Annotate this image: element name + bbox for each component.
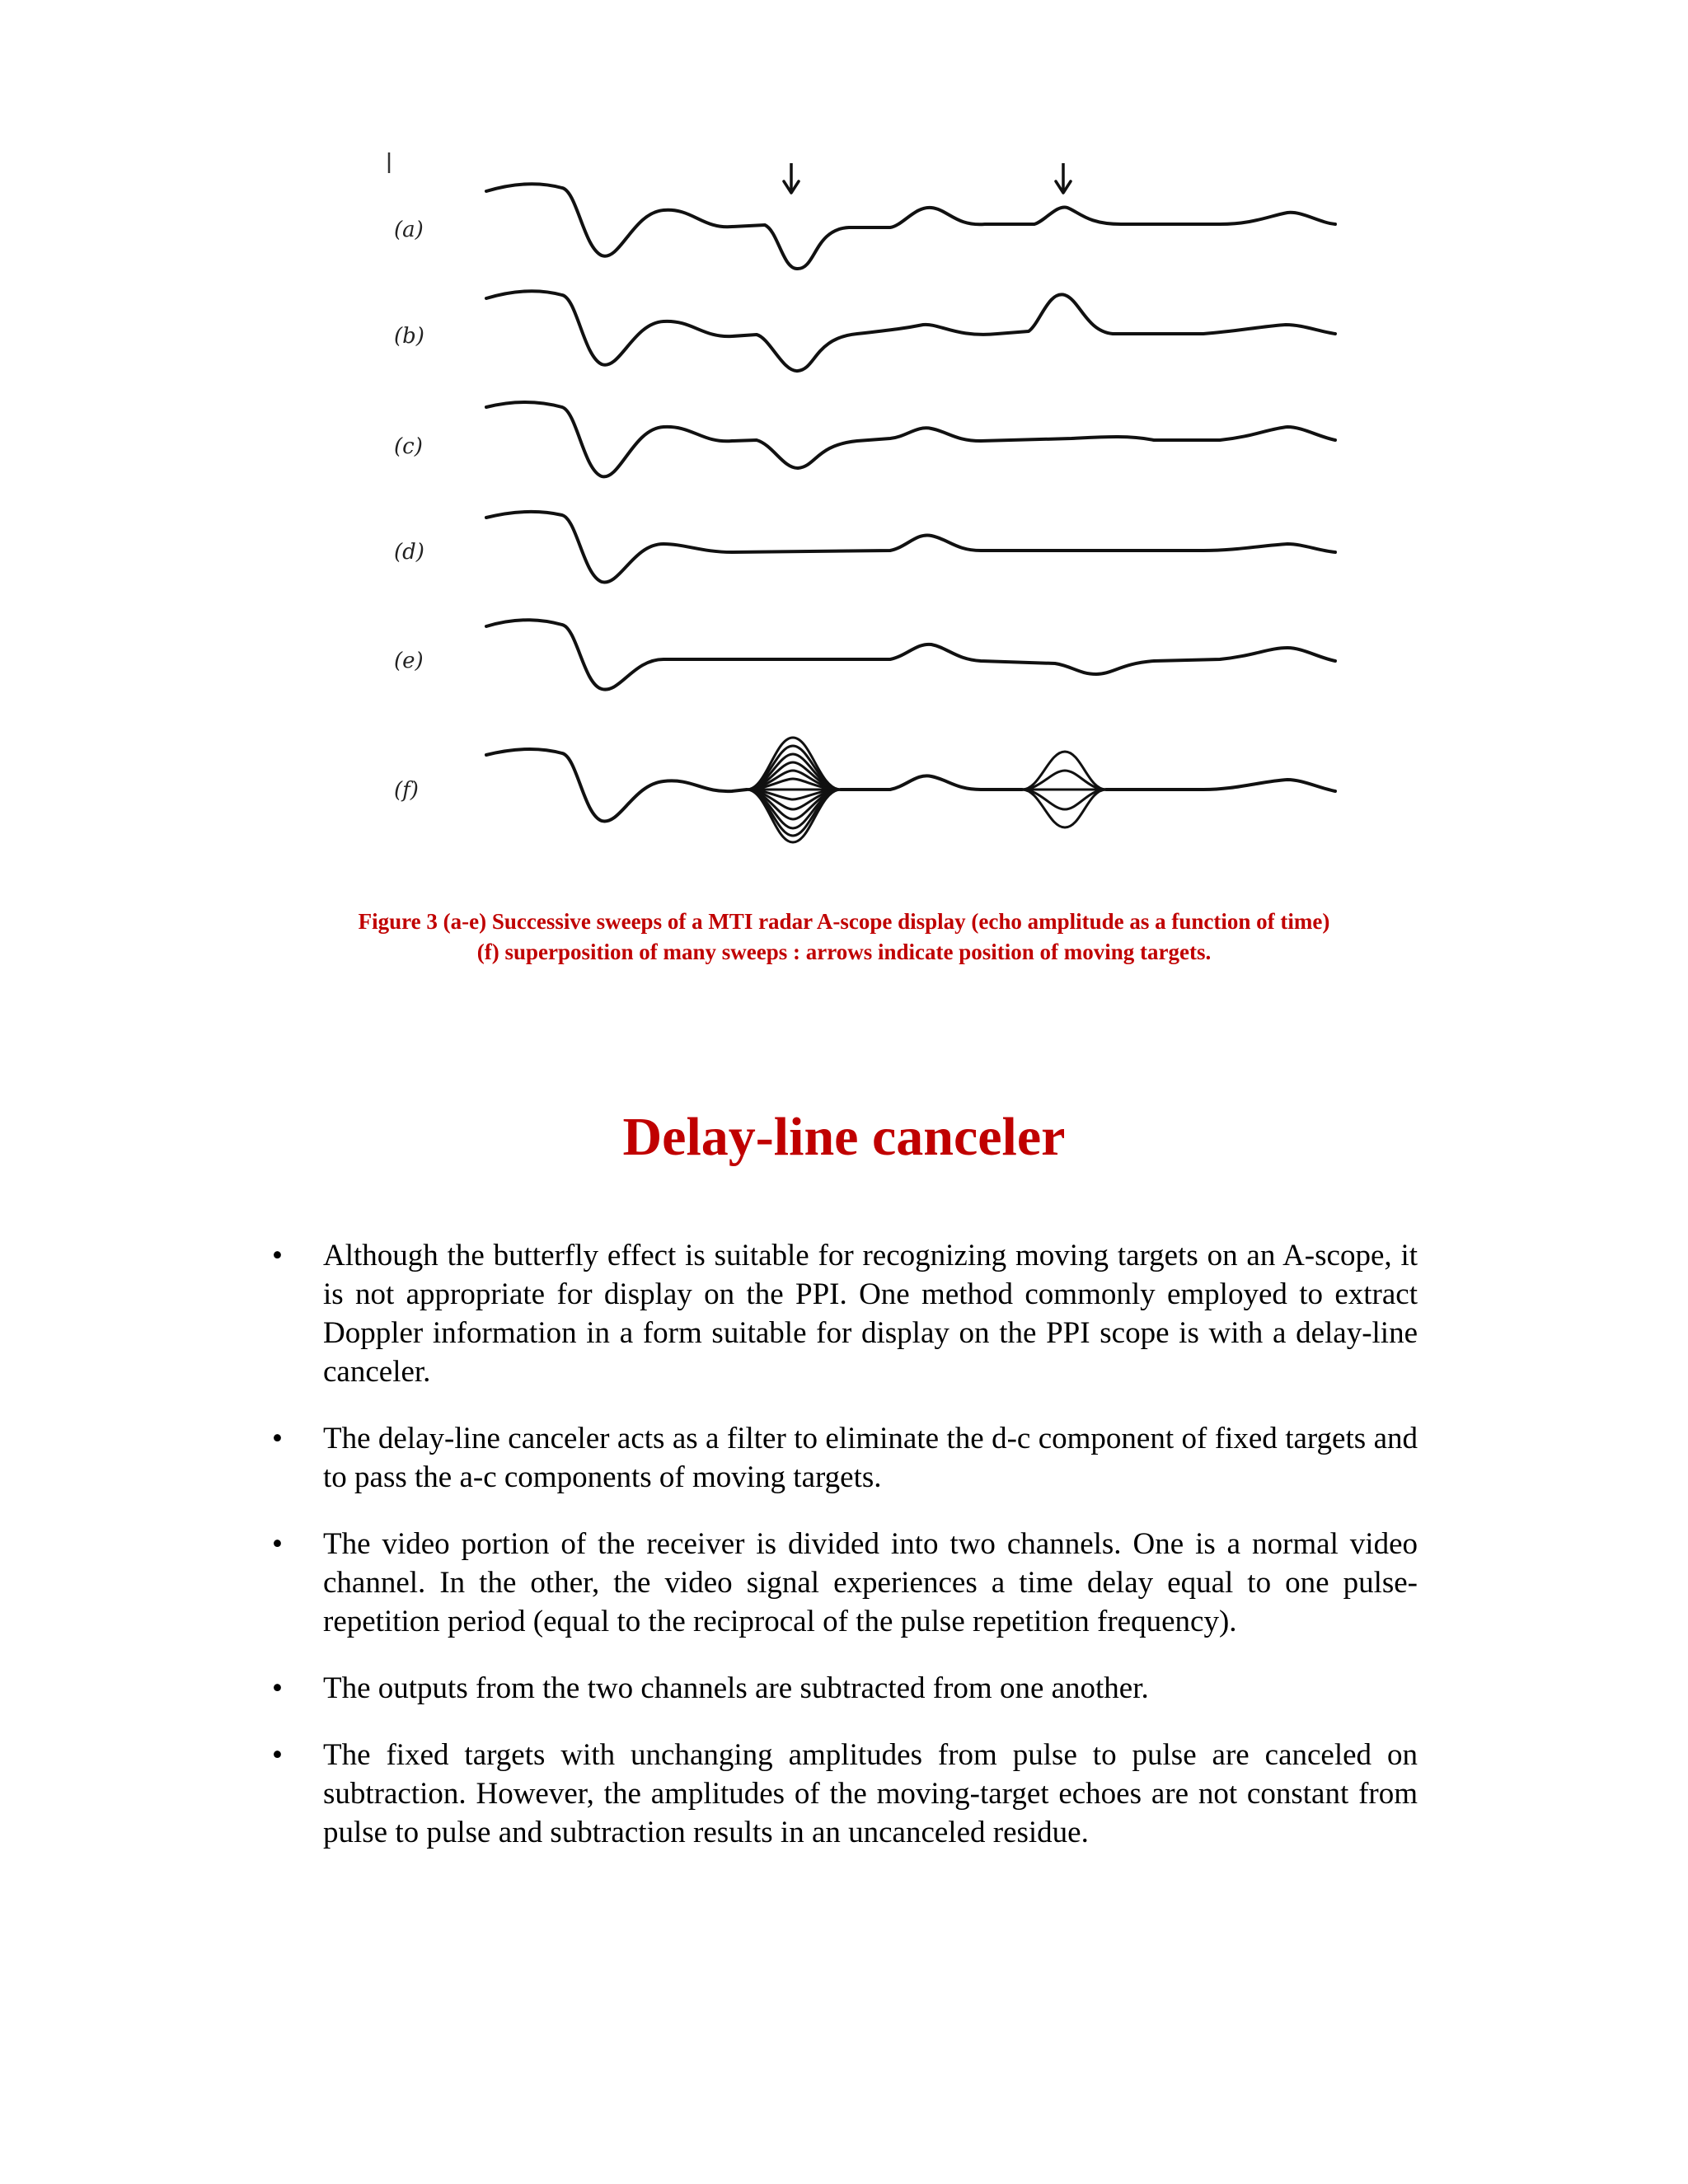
sweep-label-a: (a) [394,218,424,242]
list-item [272,1419,1418,1497]
list-item [272,1236,1418,1391]
moving-target-arrow-1 [784,163,799,193]
butterfly-target-1 [747,738,841,842]
bullet-text: The delay-line canceler acts as a filter to eliminate the d-c component of fixed targets and to pass the a-c components of moving targets. [323,1422,1418,1494]
sweep-label-c: (c) [394,434,423,459]
sweep-trace-e [486,620,1335,689]
list-item [272,1669,1418,1708]
figure-caption-line-2: (f) superposition of many sweeps : arrows indicate position of moving targets. [476,940,1212,964]
bullet-marker: • [272,1239,283,1272]
bullet-text: Although the butterfly effect is suitable for recognizing moving targets on an A-scope, it is not appropriate for display on the PPI. One method commonly employed to extract Doppler information in a form suitable for display on the PPI scope is with a delay-line canceler. [323,1239,1418,1389]
bullet-text: The video portion of the receiver is divided into two channels. One is a normal video channel. In the other, the video signal experiences a time delay equal to one pulse-repetition period (equal to the reciprocal of the pulse repetition frequency). [323,1527,1418,1638]
bullet-text: The fixed targets with unchanging amplitudes from pulse to pulse are canceled on subtraction. However, the amplitudes of the moving-target echoes are not constant from pulse to pulse and subtraction results in an uncanceled residue. [323,1738,1418,1849]
butterfly-target-2 [1022,752,1106,827]
sweep-label-f: (f) [394,778,419,803]
bullet-marker: • [272,1527,283,1561]
moving-target-arrow-2 [1056,163,1071,193]
section-title: Delay-line canceler [622,1107,1066,1167]
sweep-label-e: (e) [394,649,424,673]
sweep-trace-f [486,749,1335,821]
sweep-label-d: (d) [394,540,424,565]
bullet-marker: • [272,1671,283,1705]
bullet-marker: • [272,1422,283,1455]
bullet-text: The outputs from the two channels are subtracted from one another. [323,1671,1149,1705]
sweep-trace-a [486,184,1335,269]
figure-caption [247,907,1441,968]
list-item [272,1736,1418,1852]
figure-caption-line-1: Figure 3 (a-e) Successive sweeps of a MTI radar A-scope display (echo amplitude as a function of time) [358,909,1330,934]
sweep-trace-b [486,291,1335,371]
sweep-trace-c [486,402,1335,476]
sweep-label-b: (b) [394,324,424,349]
sweep-trace-d [486,512,1335,583]
bullet-list [272,1236,1418,1880]
list-item [272,1525,1418,1641]
bullet-marker: • [272,1738,283,1772]
mti-ascope-figure [0,0,1688,874]
